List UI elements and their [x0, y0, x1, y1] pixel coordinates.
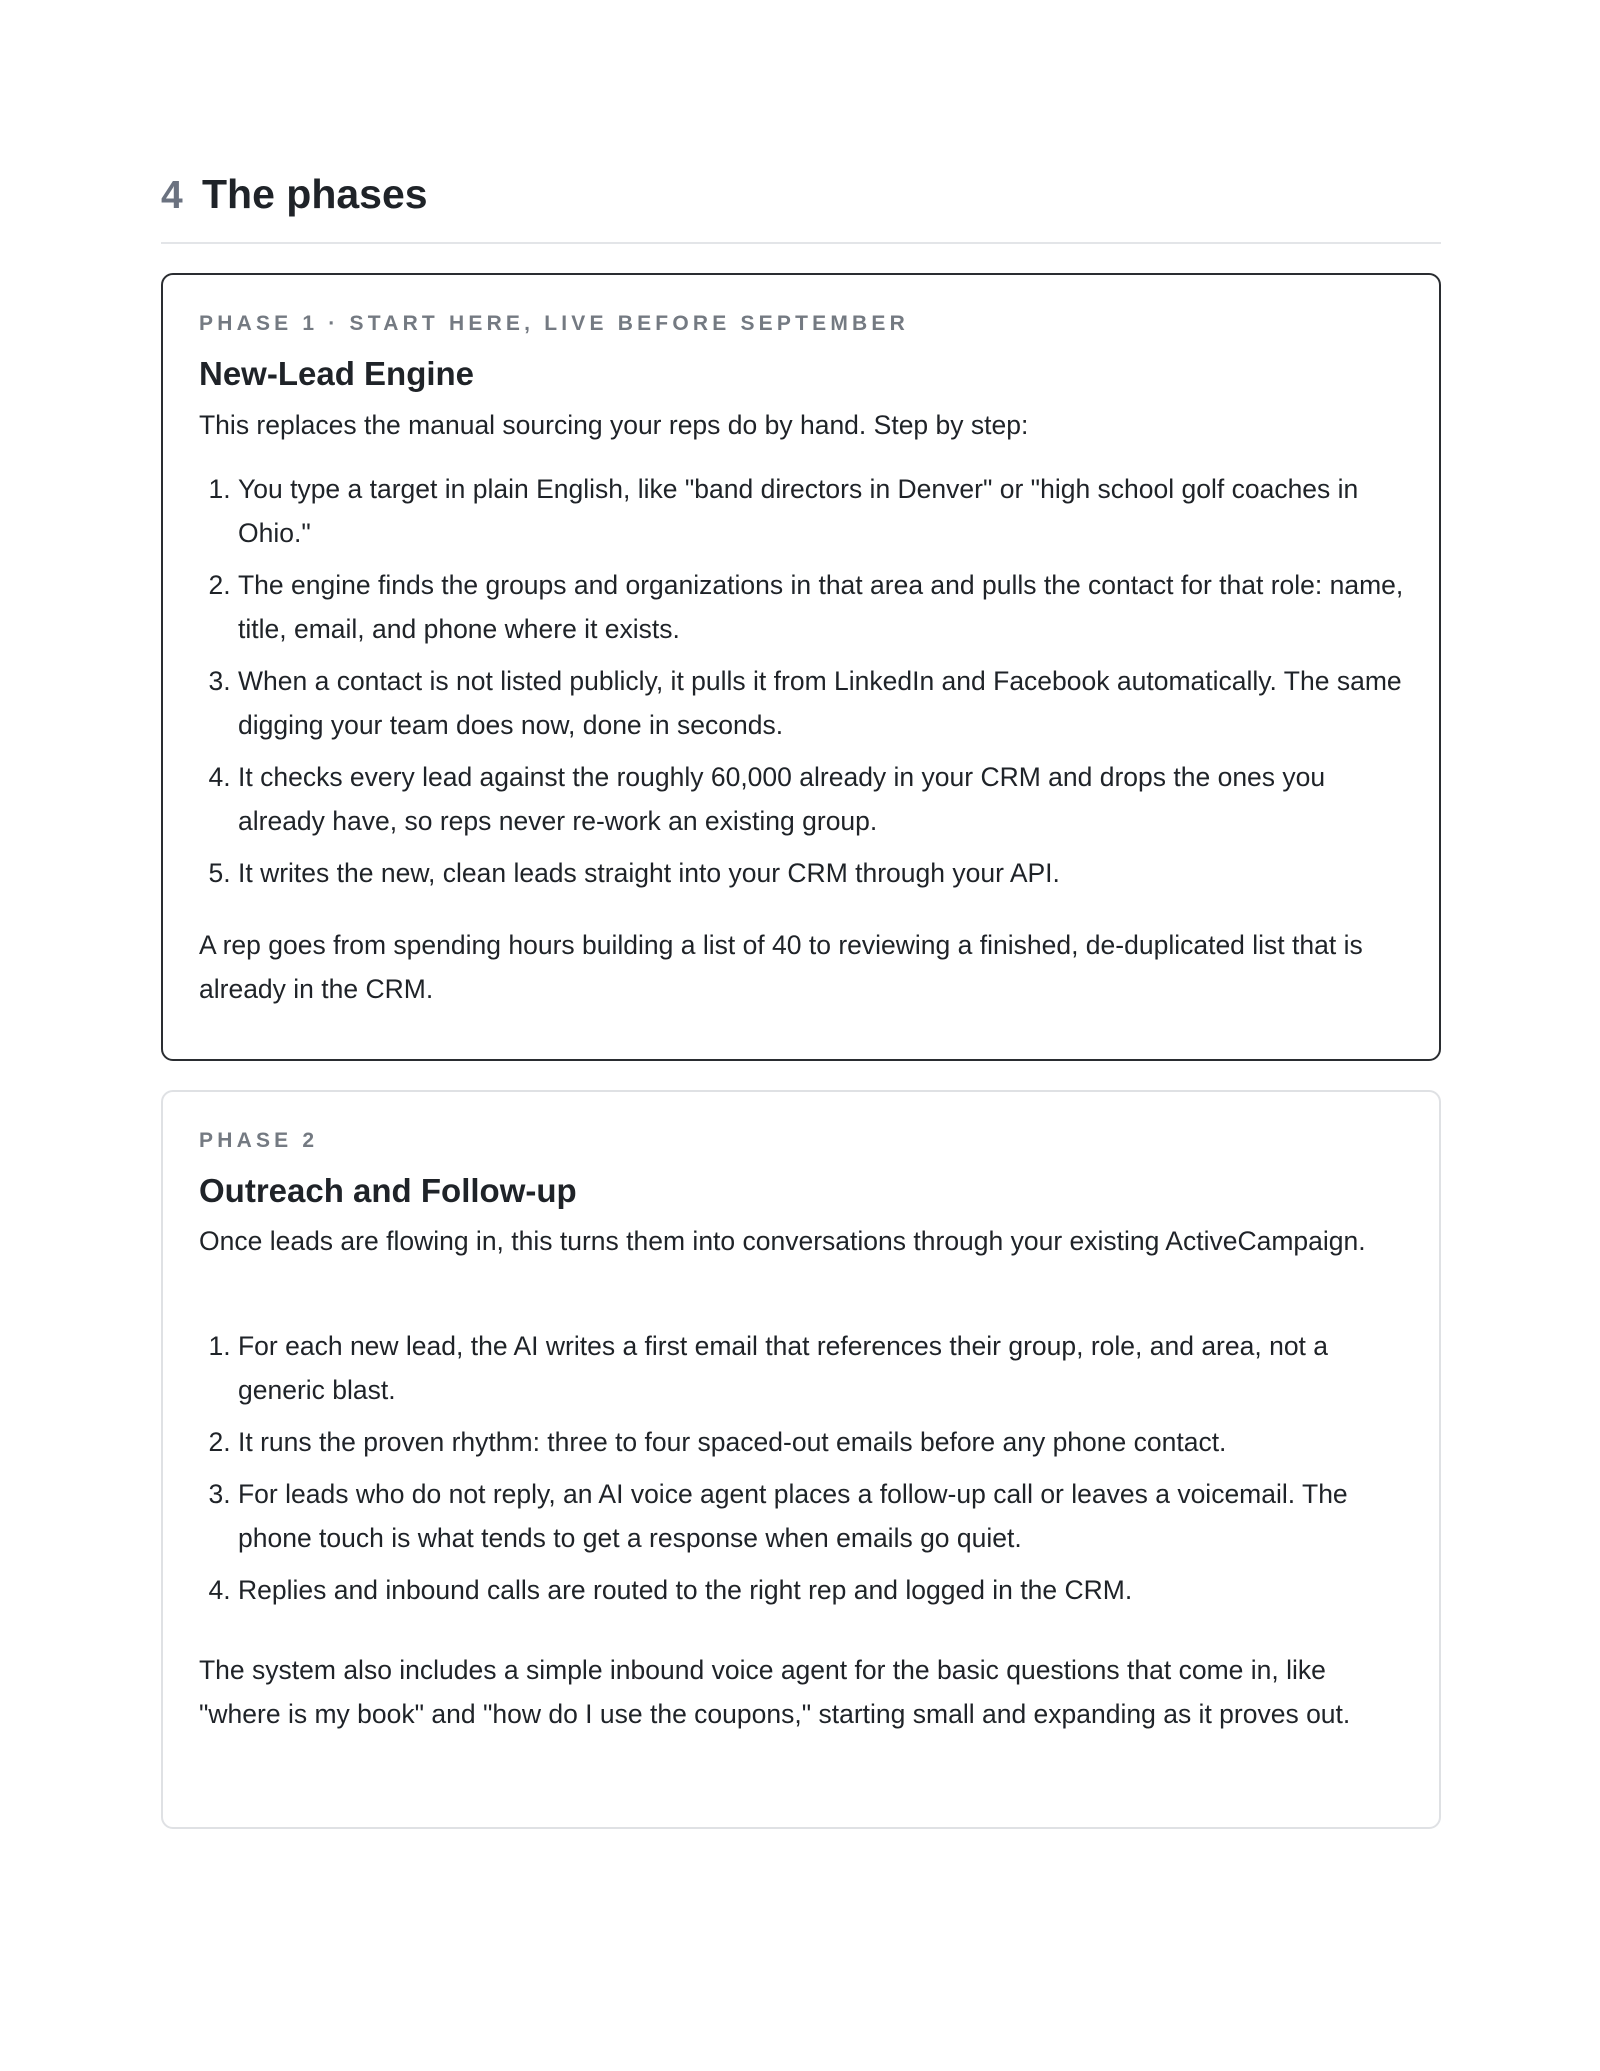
- phase-2-step: 1. For each new lead, the AI writes a first email that references their group, role, and area, not a generic blast.: [238, 1324, 1409, 1412]
- phase-1-kicker: PHASE 1 · START HERE, LIVE BEFORE SEPTEMBER: [199, 312, 909, 335]
- phase-1-step: 3. When a contact is not listed publicly, it pulls it from LinkedIn and Facebook automatically. The same digging your team does now, done in seconds.: [238, 659, 1409, 747]
- phase-2-kicker: PHASE 2: [199, 1129, 319, 1152]
- phase-1-step: 1. You type a target in plain English, like "band directors in Denver" or "high school golf coaches in Ohio.": [238, 467, 1409, 555]
- phase-2-step: 2. It runs the proven rhythm: three to four spaced-out emails before any phone contact.: [238, 1420, 1409, 1464]
- phase-1-steps: [199, 467, 1409, 903]
- phase-1-card: [161, 273, 1441, 1061]
- phase-1-title: New-Lead Engine: [199, 355, 475, 392]
- phase-2-step: 4. Replies and inbound calls are routed to the right rep and logged in the CRM.: [238, 1568, 1409, 1612]
- phase-1-intro: This replaces the manual sourcing your reps do by hand. Step by step:: [199, 410, 1029, 440]
- phase-1-closing: A rep goes from spending hours building a list of 40 to reviewing a finished, de-duplicated list that is already in the CRM.: [199, 930, 1363, 1004]
- phase-2-closing: The system also includes a simple inbound voice agent for the basic questions that come in, like "where is my book" and "how do I use the coupons," starting small and expanding as it proves out.: [199, 1655, 1351, 1729]
- phase-2-steps: [199, 1324, 1409, 1620]
- phase-2-intro: Once leads are flowing in, this turns them into conversations through your existing ActiveCampaign.: [199, 1226, 1366, 1256]
- section-title: The phases: [202, 171, 428, 217]
- section-number: 4: [161, 174, 183, 217]
- phase-1-step: 4. It checks every lead against the roughly 60,000 already in your CRM and drops the ones you already have, so reps never re-work an existing group.: [238, 755, 1409, 843]
- section-heading: [161, 170, 1441, 244]
- phase-2-title: Outreach and Follow-up: [199, 1172, 577, 1209]
- phase-2-card: [161, 1090, 1441, 1829]
- phase-1-step: 2. The engine finds the groups and organizations in that area and pulls the contact for that role: name, title, email, and phone where it exists.: [238, 563, 1409, 651]
- phase-2-step: 3. For leads who do not reply, an AI voice agent places a follow-up call or leaves a voicemail. The phone touch is what tends to get a response when emails go quiet.: [238, 1472, 1409, 1560]
- phase-1-step: 5. It writes the new, clean leads straight into your CRM through your API.: [238, 851, 1409, 895]
